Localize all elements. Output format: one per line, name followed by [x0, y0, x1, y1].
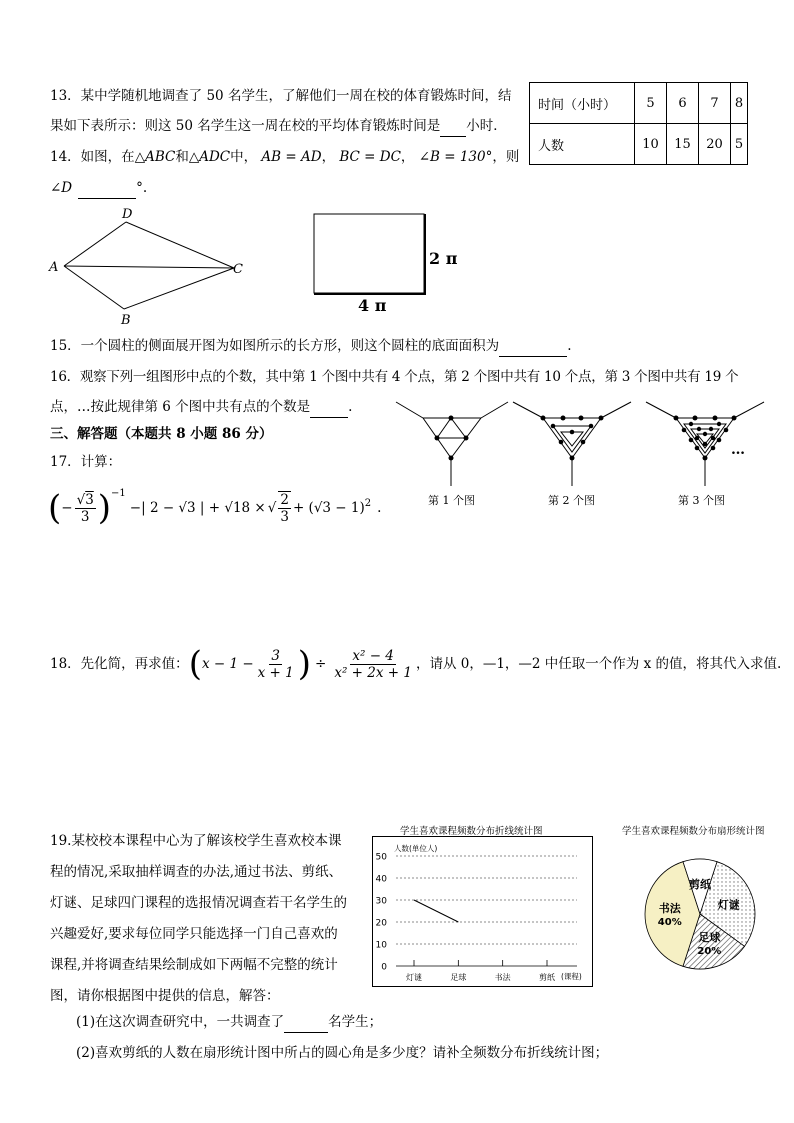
table-cell: 6: [667, 83, 699, 124]
y-tick-label: 30: [375, 896, 387, 907]
q16-line2-pre: 点，…按此规律第 6 个图中共有点的个数是: [50, 399, 311, 415]
q19-answer-blank: [284, 1012, 328, 1033]
q17-frac1: $\frac{√3}{3}$: [76, 491, 94, 525]
pattern-ellipsis: …: [731, 442, 745, 458]
q19-sub2: (2)喜欢剪纸的人数在扇形统计图中所占的圆心角是多少度？请补全频数分布折线统计图；: [76, 1045, 609, 1061]
q18-frac2: $\frac{\text{x² − 4}}{\text{x² + 2x + 1}}$: [334, 647, 412, 681]
pie-slice-label: 足球: [698, 930, 721, 944]
q14-tail: ，则: [492, 149, 520, 165]
q16-line2-post: .: [348, 399, 353, 415]
q15-end: .: [567, 338, 572, 354]
segment-dc: [126, 222, 234, 268]
table-cell: 20: [699, 124, 731, 165]
q17-label: 17．计算：: [50, 454, 122, 470]
rectangle-figure: [310, 210, 470, 315]
table-cell: 8: [731, 83, 748, 124]
table-header-count: 人数: [530, 124, 635, 165]
segment-bc: [124, 268, 234, 309]
table-cell: 7: [699, 83, 731, 124]
label-a: A: [49, 260, 59, 275]
q13-answer-blank: [440, 116, 466, 137]
label-b: B: [121, 313, 131, 328]
section-3-heading: 三、解答题（本题共 8 小题 86 分）: [50, 426, 273, 442]
q16-line2: [50, 397, 352, 418]
line-chart-title: 学生喜欢课程频数分布折线统计图: [400, 826, 543, 837]
q14-eq3: ∠B = 130°: [418, 149, 493, 165]
x-tick-label: 剪纸: [539, 973, 555, 982]
line-chart-frame: [373, 837, 593, 987]
q16-answer-blank: [310, 397, 348, 418]
table-cell: 15: [667, 124, 699, 165]
q19-line: 兴趣爱好,要求每位同学只能选择一门自己喜欢的: [50, 926, 338, 942]
y-tick-label: 10: [375, 940, 387, 951]
q18-tail: ，请从 0，—1，—2 中任取一个作为 x 的值，将其代入求值.: [415, 656, 782, 672]
unfolded-rectangle: [314, 214, 424, 293]
table-cell: 5: [731, 124, 748, 165]
q18: 18．先化简，再求值： ( x − 1 − $\frac{3}{x + 1}$ ) ÷ $\frac{\text{x² − 4}}{\text{x² + 2x + 1}}$ ，请从 0，—1，—2 中任取一个作为 x 的值，将其代入求值.: [50, 644, 782, 684]
x-tick-label: 足球: [450, 973, 467, 982]
table-header-time: 时间（小时）: [530, 83, 635, 124]
q18-frac1: $\frac{3}{x + 1}$: [257, 647, 294, 681]
x-axis-label: (课程): [561, 972, 582, 981]
q17-frac2: $\frac{2}{3}$: [280, 492, 289, 525]
q14-line2: [50, 178, 147, 199]
q14-answer-blank: [78, 178, 136, 199]
q14-tri2: △ADC: [188, 149, 231, 165]
line-chart: [372, 836, 594, 988]
q14-eq1: AB = AD: [261, 149, 322, 165]
q13-line2: [50, 116, 507, 137]
caption-figure-3: 第 3 个图: [678, 494, 725, 507]
pie-slice-label: 书法: [658, 902, 681, 915]
q14-mid: 中，: [230, 149, 258, 165]
pie-chart: [640, 852, 780, 982]
q18-label: 18．先化简，再求值：: [50, 656, 189, 672]
table-cell: 5: [635, 83, 667, 124]
y-tick-label: 20: [375, 918, 387, 929]
q14-prefix: 14．如图，在: [50, 149, 135, 165]
q13-line2-post: 小时．: [466, 118, 507, 134]
table-row: [530, 83, 748, 124]
segment-ac: [64, 266, 234, 268]
label-d: D: [122, 207, 133, 222]
pattern-figures: [393, 398, 785, 513]
pie-slice-percent: 40%: [657, 917, 682, 928]
segment-ab: [64, 266, 124, 309]
q17-exponent: −1: [111, 488, 126, 499]
q15-answer-blank: [499, 336, 567, 357]
y-axis-label: 人数(单位人): [394, 844, 438, 853]
pie-slice-label: 灯谜: [717, 898, 740, 912]
q19-line: 图，请你根据图中提供的信息，解答：: [50, 988, 280, 1004]
caption-figure-1: 第 1 个图: [428, 494, 475, 507]
q17-tail: + (√3 − 1): [292, 500, 365, 516]
q15-text: 15．一个圆柱的侧面展开图为如图所示的长方形，则这个圆柱的底面面积为: [50, 338, 500, 354]
q14-line1: [50, 147, 519, 167]
kite-figure: [46, 205, 256, 330]
q14-angle-d: ∠D: [50, 180, 73, 196]
q14-and: 和: [175, 149, 189, 165]
pie-chart-title: 学生喜欢课程频数分布扇形统计图: [622, 826, 765, 837]
table-row: [530, 124, 748, 165]
y-tick-label: 0: [381, 962, 387, 973]
width-label: 4 π: [358, 296, 387, 315]
q19-sub1: (1)在这次调查研究中，一共调查了 名学生；: [76, 1012, 382, 1033]
pie-slice-label: 剪纸: [689, 877, 711, 891]
x-tick-label: 书法: [494, 973, 511, 982]
q19-line: 课程,并将调查结果绘制成如下两幅不完整的统计: [50, 957, 338, 973]
q13-line2-pre: 果如下表所示：则这 50 名学生这一周在校的平均体育锻炼时间是: [50, 118, 441, 134]
pattern-figure-2: [513, 402, 631, 486]
q13-table: [529, 82, 748, 165]
q17-expression: ( − $\frac{√3}{3}$ ) $^{-1}$ −| 2 − √3 | + √18 × √ $\frac{2}{3}$ + (√3 − 1) $^2$ .: [48, 484, 381, 532]
q14-eq2: BC = DC: [339, 149, 401, 165]
caption-figure-2: 第 2 个图: [548, 494, 595, 507]
table-cell: 10: [635, 124, 667, 165]
y-tick-label: 40: [375, 874, 387, 885]
q14-sep2: ，: [400, 149, 415, 165]
q14-degree: °.: [136, 180, 148, 196]
height-label: 2 π: [429, 249, 458, 268]
q19-body: [50, 826, 347, 1012]
label-c: C: [233, 262, 243, 277]
x-tick-label: 灯谜: [406, 973, 422, 982]
q19-line: 19.某校校本课程中心为了解该校学生喜欢校本课: [50, 833, 342, 849]
q15: [50, 336, 571, 357]
q16-line1: 16．观察下列一组图形中点的个数，其中第 1 个图中共有 4 个点，第 2 个图中共有 10 个点，第 3 个图中共有 19 个: [50, 369, 739, 385]
q19-line: 程的情况,采取抽样调查的办法,通过书法、剪纸、: [50, 864, 343, 880]
pattern-figure-1: [396, 402, 508, 486]
pie-slice-percent: 20%: [697, 945, 722, 957]
q14-sep: ，: [321, 149, 336, 165]
q19-line: 灯谜、足球四门课程的选报情况调查若干名学生的: [50, 895, 347, 911]
segment-ad: [64, 222, 126, 266]
y-tick-label: 50: [375, 852, 387, 863]
q14-tri1: △ABC: [134, 149, 176, 165]
q13-line1: 13．某中学随机地调查了 50 名学生，了解他们一周在校的体育锻炼时间，结: [50, 88, 512, 104]
q17-abs: −| 2 − √3 | + √18 ×: [129, 500, 266, 516]
